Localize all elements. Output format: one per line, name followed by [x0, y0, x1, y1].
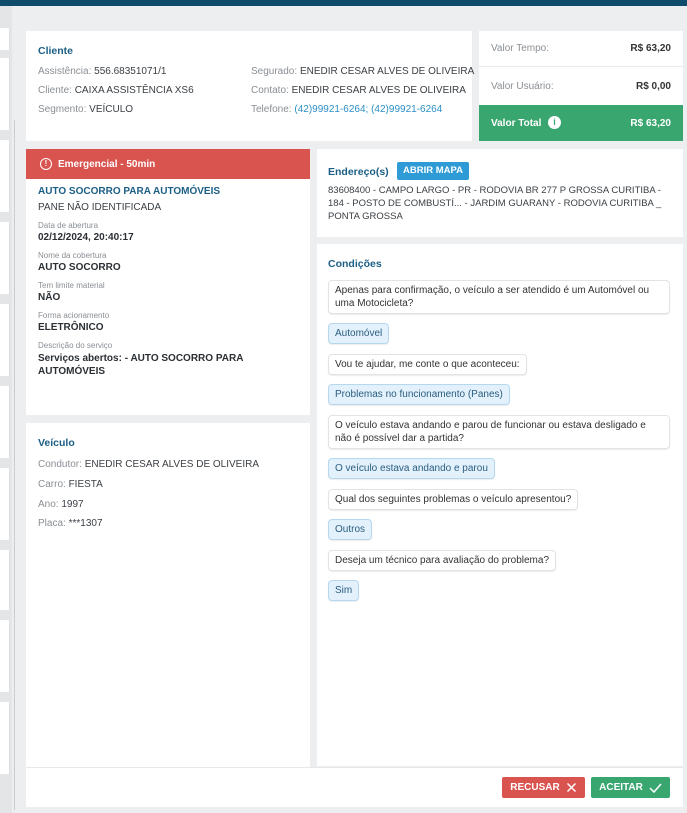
values-card [479, 31, 683, 141]
insured-label: Segurado: [251, 66, 298, 77]
chat-question: Apenas para confirmação, o veículo a ser atendido é um Automóvel ou uma Motocicleta? [328, 280, 670, 314]
value-time-amount: R$ 63,20 [630, 43, 671, 54]
trigger-method-value: ELETRÔNICO [38, 322, 104, 333]
left-list-card[interactable] [0, 58, 10, 130]
left-list-card[interactable] [0, 550, 10, 610]
chat-answer: Automóvel [328, 323, 389, 344]
segment-value: VEÍCULO [89, 104, 134, 115]
assistance-value: 556.68351071/1 [94, 66, 167, 77]
emergency-label: Emergencial - 50min [58, 158, 156, 170]
opening-date-value: 02/12/2024, 20:40:17 [38, 232, 134, 243]
emergency-banner [26, 149, 310, 179]
driver-label: Condutor: [38, 459, 82, 470]
address-title: Endereço(s) [328, 166, 389, 178]
service-subtitle: PANE NÃO IDENTIFICADA [38, 202, 162, 213]
value-user-amount: R$ 0,00 [635, 81, 671, 92]
refuse-label: RECUSAR [510, 782, 560, 793]
conditions-title: Condições [328, 258, 382, 270]
year-value: 1997 [61, 499, 84, 510]
check-icon [649, 783, 662, 793]
address-text: 83608400 - CAMPO LARGO - PR - RODOVIA BR 277 P GROSSA CURITIBA - 184 - POSTO DE COMBUSTÍ... - JARDIM GUARANY - RODOVIA CURITIBA _ PONTA GROSSA [328, 185, 662, 222]
client-row [38, 85, 194, 96]
contact-value: ENEDIR CESAR ALVES DE OLIVEIRA [291, 85, 466, 96]
service-details [38, 186, 300, 378]
year-label: Ano: [38, 499, 59, 510]
vehicle-title: Veículo [38, 437, 75, 449]
accept-button[interactable] [591, 777, 670, 798]
car-value: FIESTA [68, 479, 103, 490]
trigger-method-label: Forma acionamento [38, 311, 110, 320]
open-map-button[interactable]: ABRIR MAPA [397, 162, 469, 180]
left-list-card[interactable] [0, 468, 10, 540]
refuse-button[interactable] [502, 777, 585, 798]
plate-value: ***1307 [68, 518, 103, 529]
assistance-row [38, 66, 166, 77]
left-list-card[interactable] [0, 702, 10, 774]
chat-question: O veículo estava andando e parou de funcionar ou estava desligado e não é possível dar a partida? [328, 415, 670, 449]
left-list-card[interactable] [0, 140, 10, 212]
conditions-card [317, 244, 683, 766]
insured-value: ENEDIR CESAR ALVES DE OLIVEIRA [299, 66, 475, 77]
chat-question: Vou te ajudar, me conte o que aconteceu: [328, 354, 527, 375]
service-card [26, 149, 310, 415]
value-total-label: Valor Total [491, 118, 542, 129]
driver-value: ENEDIR CESAR ALVES DE OLIVEIRA [84, 459, 260, 470]
left-list-card[interactable] [0, 304, 10, 376]
chat-answer: Sim [328, 580, 359, 601]
chat-answer: Outros [328, 519, 372, 540]
alert-icon: ! [40, 158, 52, 170]
info-circle-icon[interactable]: i [548, 116, 561, 129]
plate-label: Placa: [38, 518, 66, 529]
phone-row [251, 104, 442, 115]
value-total-amount: R$ 63,20 [630, 118, 671, 129]
material-limit-value: NÃO [38, 292, 61, 303]
plate-row [38, 518, 103, 529]
service-description-value: Serviços abertos: - AUTO SOCORRO PARA AUTOMÓVEIS [38, 353, 244, 377]
left-list-card[interactable] [0, 222, 10, 294]
insured-row [251, 66, 474, 77]
coverage-value: AUTO SOCORRO [38, 262, 121, 273]
opening-date-label: Data de abertura [38, 221, 99, 230]
left-list-card[interactable] [0, 28, 10, 50]
assistance-label: Assistência: [38, 66, 92, 77]
value-user-label: Valor Usuário: [491, 81, 554, 92]
client-title: Cliente [38, 45, 74, 57]
phone-label: Telefone: [251, 104, 292, 115]
left-divider [14, 120, 15, 810]
vehicle-card [26, 423, 310, 807]
value-user-row [479, 68, 683, 104]
coverage-label: Nome da cobertura [38, 251, 107, 260]
chat-answer: O veículo estava andando e parou [328, 458, 495, 479]
chat-question: Qual dos seguintes problemas o veículo apresentou? [328, 489, 578, 510]
accept-label: ACEITAR [599, 782, 643, 793]
phone-link[interactable]: (42)99921-6264; (42)99921-6264 [294, 104, 443, 115]
chat-answer: Problemas no funcionamento (Panes) [328, 384, 510, 405]
car-row [38, 479, 103, 490]
contact-label: Contato: [251, 85, 289, 96]
year-row [38, 499, 84, 510]
value-total-row [479, 105, 683, 141]
client-label: Cliente: [38, 85, 72, 96]
client-value: CAIXA ASSISTÊNCIA XS6 [74, 85, 194, 96]
car-label: Carro: [38, 479, 66, 490]
left-list-card[interactable] [0, 386, 10, 458]
close-icon [566, 782, 577, 793]
chat-question: Deseja um técnico para avaliação do problema? [328, 550, 556, 571]
left-list-card[interactable] [0, 620, 10, 692]
top-bar [0, 0, 687, 6]
segment-label: Segmento: [38, 104, 87, 115]
value-time-row [479, 31, 683, 67]
segment-row [38, 104, 133, 115]
client-card [26, 31, 475, 141]
address-card [317, 149, 683, 237]
service-description-label: Descrição do serviço [38, 341, 113, 350]
service-title: AUTO SOCORRO PARA AUTOMÓVEIS [38, 186, 221, 197]
driver-row [38, 459, 259, 470]
material-limit-label: Tem limite material [38, 281, 105, 290]
value-time-label: Valor Tempo: [491, 43, 549, 54]
contact-row [251, 85, 466, 96]
